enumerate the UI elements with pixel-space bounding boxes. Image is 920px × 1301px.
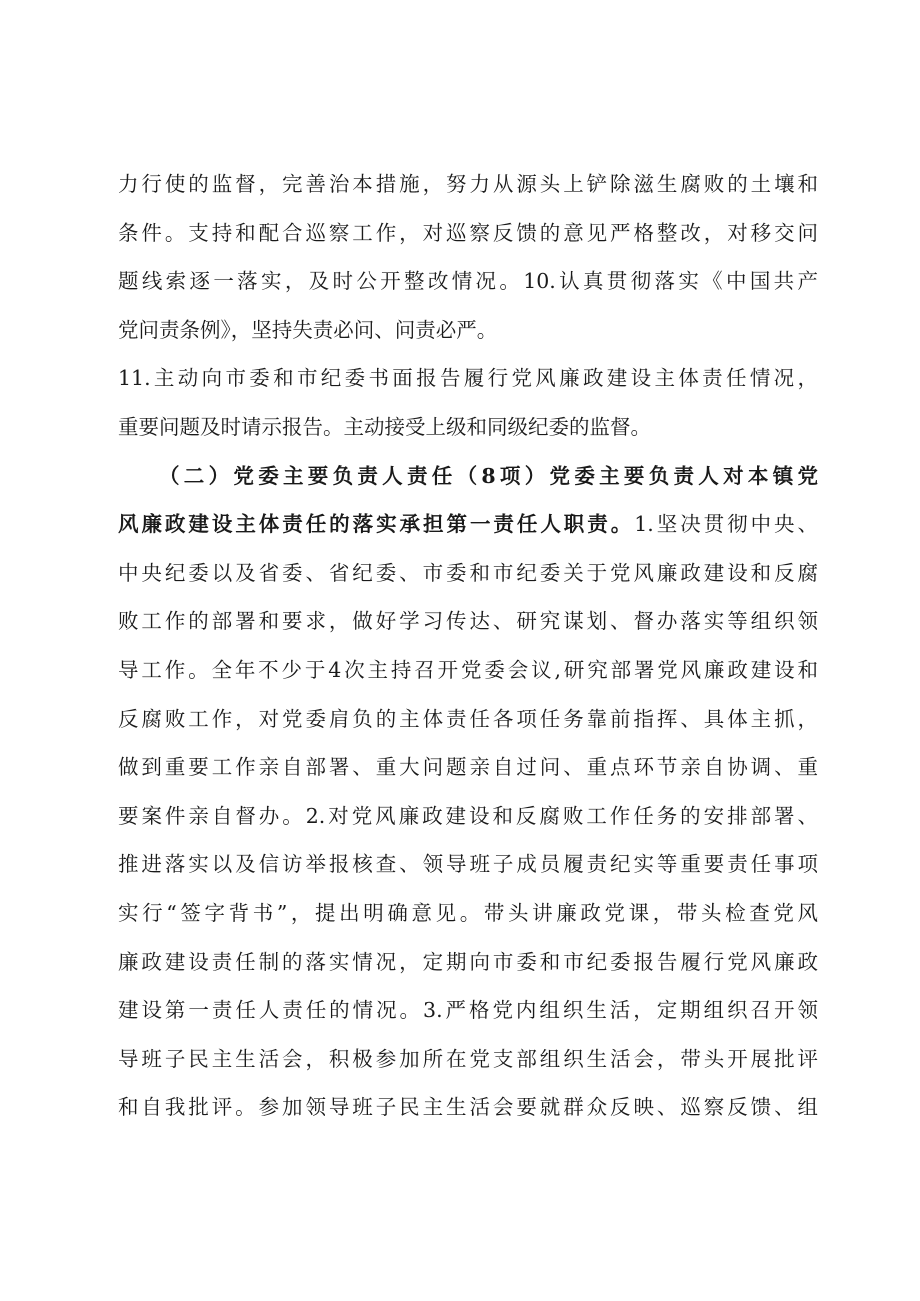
text-line: 廉政建设责任制的落实情况，定期向市委和市纪委报告履行党风廉政: [118, 949, 818, 974]
section-heading-line: [118, 452, 818, 501]
text-line: 党问责条例》，坚持失责必问、问责必严。: [118, 317, 498, 342]
text-line: 反腐败工作，对党委肩负的主体责任各项任务靠前指挥、具体主抓，: [118, 706, 818, 731]
text-line: 导班子民主生活会，积极参加所在党支部组织生活会，带头开展批评: [118, 1046, 818, 1071]
text-line: 条件。支持和配合巡察工作，对巡察反馈的意见严格整改，对移交问: [118, 220, 818, 245]
text-line: 推进落实以及信访举报核查、领导班子成员履责纪实等重要责任事项: [118, 852, 818, 877]
text-line: 11.主动向市委和市纪委书面报告履行党风廉政建设主体责任情况，: [118, 366, 818, 391]
text-line: 和自我批评。参加领导班子民主生活会要就群众反映、巡察反馈、组: [118, 1095, 818, 1120]
text-line: 题线索逐一落实，及时公开整改情况。10.认真贯彻落实《中国共产: [118, 269, 818, 294]
text-line: 导工作。全年不少于4次主持召开党委会议,研究部署党风廉政建设和: [118, 657, 818, 682]
text-line: 中央纪委以及省委、省纪委、市委和市纪委关于党风廉政建设和反腐: [118, 560, 818, 585]
section-heading-continued: 风廉政建设主体责任的落实承担第一责任人职责。: [118, 512, 635, 537]
text-line: 建设第一责任人责任的情况。3.严格党内组织生活，定期组织召开领: [118, 998, 818, 1023]
text-line: 要案件亲自督办。2.对党风廉政建设和反腐败工作任务的安排部署、: [118, 803, 818, 828]
text-line: 重要问题及时请示报告。主动接受上级和同级纪委的监督。: [118, 414, 651, 439]
section-heading-line: 风廉政建设主体责任的落实承担第一责任人职责。1.坚决贯彻中央、: [118, 512, 819, 537]
text-line: 实行“签字背书”，提出明确意见。带头讲廉政党课，带头检查党风: [118, 900, 818, 925]
text-line: 力行使的监督，完善治本措施，努力从源头上铲除滋生腐败的土壤和: [118, 172, 818, 196]
body-text: [118, 160, 818, 1132]
text-line: 败工作的部署和要求，做好学习传达、研究谋划、督办落实等组织领: [118, 609, 818, 634]
text-line: 做到重要工作亲自部署、重大问题亲自过问、重点环节亲自协调、重: [118, 755, 818, 780]
section-heading: （二）党委主要负责人责任（8项）党委主要负责人对本镇党: [159, 463, 818, 488]
